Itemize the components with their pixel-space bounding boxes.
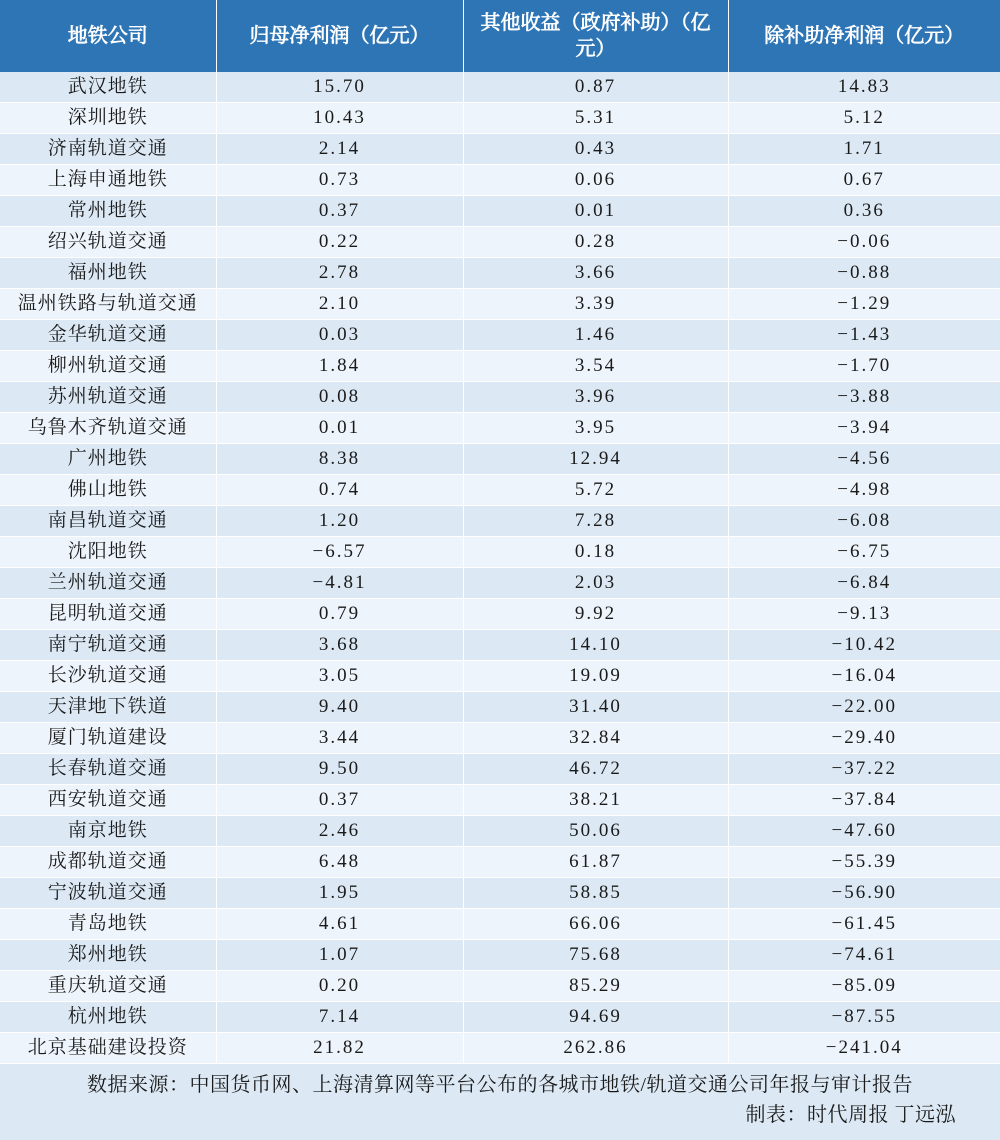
table-row bbox=[0, 475, 1000, 506]
cell-value: 3.96 bbox=[463, 382, 728, 413]
cell-value: 0.73 bbox=[216, 165, 463, 196]
cell-value: 0.28 bbox=[463, 227, 728, 258]
cell-value: 0.37 bbox=[216, 196, 463, 227]
table-row bbox=[0, 971, 1000, 1002]
table-row bbox=[0, 537, 1000, 568]
table-row bbox=[0, 196, 1000, 227]
cell-value: 0.36 bbox=[728, 196, 1000, 227]
cell-company-name: 常州地铁 bbox=[0, 196, 216, 227]
cell-value: 12.94 bbox=[463, 444, 728, 475]
table-row bbox=[0, 227, 1000, 258]
cell-value: −241.04 bbox=[728, 1033, 1000, 1064]
column-header-profit-excluding-subsidy: 除补助净利润（亿元） bbox=[728, 0, 1000, 72]
table-body bbox=[0, 72, 1000, 1064]
cell-value: 66.06 bbox=[463, 909, 728, 940]
column-header-net-profit: 归母净利润（亿元） bbox=[216, 0, 463, 72]
cell-value: 1.07 bbox=[216, 940, 463, 971]
table-row bbox=[0, 692, 1000, 723]
cell-value: 0.01 bbox=[216, 413, 463, 444]
cell-value: 0.18 bbox=[463, 537, 728, 568]
cell-value: 0.74 bbox=[216, 475, 463, 506]
cell-value: 75.68 bbox=[463, 940, 728, 971]
cell-value: 3.95 bbox=[463, 413, 728, 444]
cell-value: 0.03 bbox=[216, 320, 463, 351]
cell-company-name: 佛山地铁 bbox=[0, 475, 216, 506]
cell-company-name: 西安轨道交通 bbox=[0, 785, 216, 816]
table-row bbox=[0, 940, 1000, 971]
cell-value: 38.21 bbox=[463, 785, 728, 816]
table-row bbox=[0, 165, 1000, 196]
cell-value: 8.38 bbox=[216, 444, 463, 475]
cell-company-name: 南京地铁 bbox=[0, 816, 216, 847]
cell-value: 6.48 bbox=[216, 847, 463, 878]
cell-value: −4.98 bbox=[728, 475, 1000, 506]
cell-value: −74.61 bbox=[728, 940, 1000, 971]
cell-value: 0.06 bbox=[463, 165, 728, 196]
cell-company-name: 天津地下铁道 bbox=[0, 692, 216, 723]
cell-value: 31.40 bbox=[463, 692, 728, 723]
table-row bbox=[0, 630, 1000, 661]
cell-value: −3.88 bbox=[728, 382, 1000, 413]
cell-value: 0.43 bbox=[463, 134, 728, 165]
table-footnote bbox=[0, 1064, 1000, 1140]
cell-company-name: 北京基础建设投资 bbox=[0, 1033, 216, 1064]
table-row bbox=[0, 506, 1000, 537]
table-row bbox=[0, 909, 1000, 940]
cell-value: 2.03 bbox=[463, 568, 728, 599]
table-row bbox=[0, 599, 1000, 630]
cell-value: 4.61 bbox=[216, 909, 463, 940]
table-row bbox=[0, 723, 1000, 754]
footnote-credit: 制表：时代周报 丁远泓 bbox=[745, 1104, 956, 1126]
cell-company-name: 厦门轨道建设 bbox=[0, 723, 216, 754]
cell-value: −0.88 bbox=[728, 258, 1000, 289]
table-row bbox=[0, 661, 1000, 692]
cell-value: 7.14 bbox=[216, 1002, 463, 1033]
cell-value: −22.00 bbox=[728, 692, 1000, 723]
cell-value: 14.83 bbox=[728, 72, 1000, 103]
table-row bbox=[0, 785, 1000, 816]
cell-value: 0.08 bbox=[216, 382, 463, 413]
cell-company-name: 武汉地铁 bbox=[0, 72, 216, 103]
table-row bbox=[0, 444, 1000, 475]
cell-value: 15.70 bbox=[216, 72, 463, 103]
cell-value: −1.43 bbox=[728, 320, 1000, 351]
cell-company-name: 重庆轨道交通 bbox=[0, 971, 216, 1002]
cell-value: −3.94 bbox=[728, 413, 1000, 444]
column-header-government-subsidy: 其他收益（政府补助）（亿元） bbox=[463, 0, 728, 72]
cell-value: −1.70 bbox=[728, 351, 1000, 382]
cell-company-name: 金华轨道交通 bbox=[0, 320, 216, 351]
cell-value: 9.92 bbox=[463, 599, 728, 630]
cell-company-name: 柳州轨道交通 bbox=[0, 351, 216, 382]
cell-value: 2.10 bbox=[216, 289, 463, 320]
cell-value: 3.44 bbox=[216, 723, 463, 754]
cell-value: 2.46 bbox=[216, 816, 463, 847]
cell-value: −4.56 bbox=[728, 444, 1000, 475]
cell-value: 32.84 bbox=[463, 723, 728, 754]
cell-company-name: 苏州轨道交通 bbox=[0, 382, 216, 413]
cell-value: −9.13 bbox=[728, 599, 1000, 630]
cell-value: 21.82 bbox=[216, 1033, 463, 1064]
cell-value: −0.06 bbox=[728, 227, 1000, 258]
column-header-company: 地铁公司 bbox=[0, 0, 216, 72]
cell-value: 2.14 bbox=[216, 134, 463, 165]
cell-value: −37.22 bbox=[728, 754, 1000, 785]
cell-value: 0.37 bbox=[216, 785, 463, 816]
cell-company-name: 深圳地铁 bbox=[0, 103, 216, 134]
cell-value: 1.46 bbox=[463, 320, 728, 351]
cell-value: 7.28 bbox=[463, 506, 728, 537]
cell-value: −6.57 bbox=[216, 537, 463, 568]
cell-value: 94.69 bbox=[463, 1002, 728, 1033]
table-row bbox=[0, 413, 1000, 444]
table-row bbox=[0, 816, 1000, 847]
cell-value: 1.20 bbox=[216, 506, 463, 537]
cell-company-name: 绍兴轨道交通 bbox=[0, 227, 216, 258]
cell-value: 46.72 bbox=[463, 754, 728, 785]
table-row bbox=[0, 382, 1000, 413]
table-header-row bbox=[0, 0, 1000, 72]
cell-value: 14.10 bbox=[463, 630, 728, 661]
cell-value: 9.50 bbox=[216, 754, 463, 785]
table-row bbox=[0, 258, 1000, 289]
cell-value: 1.71 bbox=[728, 134, 1000, 165]
cell-value: 3.05 bbox=[216, 661, 463, 692]
cell-value: 5.72 bbox=[463, 475, 728, 506]
table-row bbox=[0, 878, 1000, 909]
table-row bbox=[0, 72, 1000, 103]
cell-value: −10.42 bbox=[728, 630, 1000, 661]
cell-value: 0.01 bbox=[463, 196, 728, 227]
cell-value: −37.84 bbox=[728, 785, 1000, 816]
table-row bbox=[0, 1033, 1000, 1064]
cell-value: 1.95 bbox=[216, 878, 463, 909]
cell-company-name: 杭州地铁 bbox=[0, 1002, 216, 1033]
cell-value: 19.09 bbox=[463, 661, 728, 692]
table-row bbox=[0, 351, 1000, 382]
cell-value: −1.29 bbox=[728, 289, 1000, 320]
cell-value: 0.67 bbox=[728, 165, 1000, 196]
cell-value: −85.09 bbox=[728, 971, 1000, 1002]
cell-value: 10.43 bbox=[216, 103, 463, 134]
cell-value: 1.84 bbox=[216, 351, 463, 382]
cell-company-name: 温州铁路与轨道交通 bbox=[0, 289, 216, 320]
cell-value: 2.78 bbox=[216, 258, 463, 289]
cell-value: −61.45 bbox=[728, 909, 1000, 940]
cell-value: −6.08 bbox=[728, 506, 1000, 537]
table-row bbox=[0, 320, 1000, 351]
cell-value: −16.04 bbox=[728, 661, 1000, 692]
cell-company-name: 青岛地铁 bbox=[0, 909, 216, 940]
table-row bbox=[0, 289, 1000, 320]
table-row bbox=[0, 103, 1000, 134]
cell-value: −6.84 bbox=[728, 568, 1000, 599]
cell-value: 0.87 bbox=[463, 72, 728, 103]
cell-company-name: 宁波轨道交通 bbox=[0, 878, 216, 909]
cell-company-name: 广州地铁 bbox=[0, 444, 216, 475]
table-row bbox=[0, 847, 1000, 878]
cell-value: 9.40 bbox=[216, 692, 463, 723]
cell-company-name: 长沙轨道交通 bbox=[0, 661, 216, 692]
cell-value: −47.60 bbox=[728, 816, 1000, 847]
cell-value: −56.90 bbox=[728, 878, 1000, 909]
cell-company-name: 成都轨道交通 bbox=[0, 847, 216, 878]
cell-value: 61.87 bbox=[463, 847, 728, 878]
cell-company-name: 沈阳地铁 bbox=[0, 537, 216, 568]
table-row bbox=[0, 568, 1000, 599]
table-row bbox=[0, 134, 1000, 165]
cell-value: −87.55 bbox=[728, 1002, 1000, 1033]
cell-company-name: 济南轨道交通 bbox=[0, 134, 216, 165]
cell-value: 3.54 bbox=[463, 351, 728, 382]
table-row bbox=[0, 754, 1000, 785]
cell-value: 50.06 bbox=[463, 816, 728, 847]
cell-company-name: 上海申通地铁 bbox=[0, 165, 216, 196]
cell-company-name: 长春轨道交通 bbox=[0, 754, 216, 785]
cell-company-name: 郑州地铁 bbox=[0, 940, 216, 971]
cell-value: 5.12 bbox=[728, 103, 1000, 134]
cell-value: 58.85 bbox=[463, 878, 728, 909]
cell-company-name: 南宁轨道交通 bbox=[0, 630, 216, 661]
cell-value: 0.79 bbox=[216, 599, 463, 630]
cell-value: −29.40 bbox=[728, 723, 1000, 754]
cell-value: 0.20 bbox=[216, 971, 463, 1002]
cell-value: 262.86 bbox=[463, 1033, 728, 1064]
cell-value: 3.68 bbox=[216, 630, 463, 661]
cell-company-name: 乌鲁木齐轨道交通 bbox=[0, 413, 216, 444]
cell-value: −55.39 bbox=[728, 847, 1000, 878]
cell-value: −6.75 bbox=[728, 537, 1000, 568]
cell-value: 3.39 bbox=[463, 289, 728, 320]
footnote-source: 数据来源：中国货币网、上海清算网等平台公布的各城市地铁/轨道交通公司年报与审计报告 bbox=[86, 1074, 914, 1096]
table-row bbox=[0, 1002, 1000, 1033]
cell-company-name: 福州地铁 bbox=[0, 258, 216, 289]
cell-company-name: 昆明轨道交通 bbox=[0, 599, 216, 630]
cell-value: 0.22 bbox=[216, 227, 463, 258]
cell-value: 5.31 bbox=[463, 103, 728, 134]
cell-value: 3.66 bbox=[463, 258, 728, 289]
cell-value: −4.81 bbox=[216, 568, 463, 599]
cell-company-name: 南昌轨道交通 bbox=[0, 506, 216, 537]
cell-value: 85.29 bbox=[463, 971, 728, 1002]
table-header bbox=[0, 0, 1000, 72]
cell-company-name: 兰州轨道交通 bbox=[0, 568, 216, 599]
